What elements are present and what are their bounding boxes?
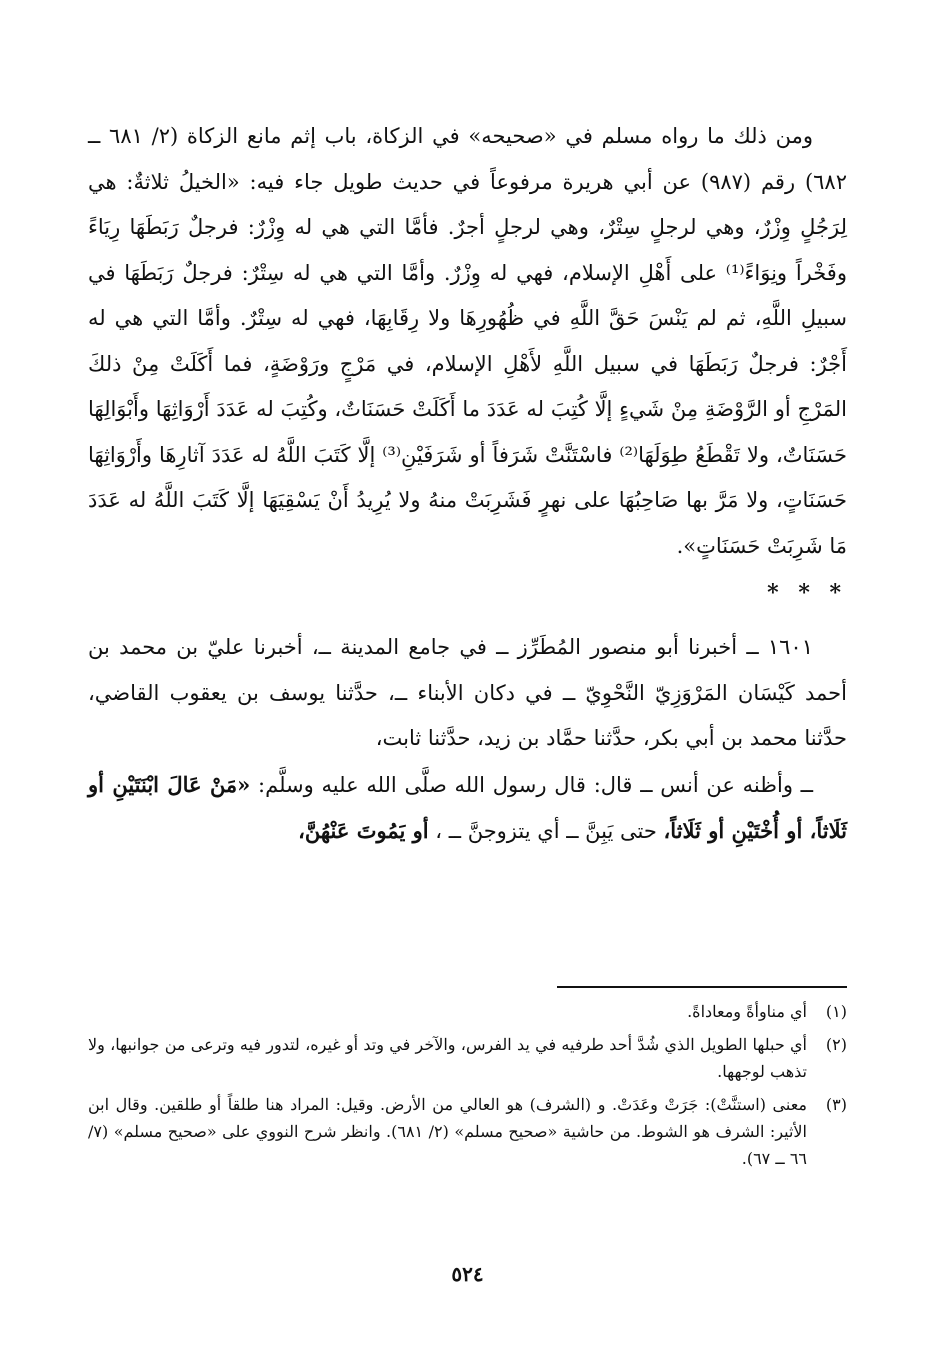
footnote-item	[88, 1091, 847, 1172]
main-text-body	[88, 114, 847, 855]
footnote-divider	[557, 986, 847, 988]
footnote-number: (١)	[825, 1002, 847, 1021]
footnote-number: (٣)	[825, 1095, 847, 1114]
matn-bold-text-2: أو يَمُوتَ عَنْهُنَّ،	[298, 818, 429, 843]
matn-lead-text: ــ وأظنه عن أنس ــ قال: قال رسول الله صلَّى الله عليه وسلَّم:	[250, 772, 813, 797]
footnote-text: أي مناوأةً ومعاداةً.	[687, 1002, 807, 1021]
hadith-paragraph: ومن ذلك ما رواه مسلم في «صحيحه» في الزكاة، باب إثم مانع الزكاة (٢/ ٦٨١ ــ ٦٨٢) رقم (٩٨٧) عن أبي هريرة مرفوعاً في حديث طويل جاء فيه: «الخيلُ ثلاثةٌ: هي لِرَجُلٍ وِزْرٌ، وهي لرجلٍ سِتْرٌ، وهي لرجلٍ أجرٌ. فأمَّا التي هي له وِزْرٌ: فرجلٌ رَبَطَهَا رِيَاءً وفَخْراً ونِوَاءً⁽¹⁾ على أَهْلِ الإسلام، فهي له وِزْرٌ. وأمَّا التي هي له سِتْرٌ: فرجلٌ رَبَطَهَا في سبيلِ اللَّهِ، ثم لم يَنْسَ حَقَّ اللَّهِ في ظُهُورِهَا ولا رِقَابِهَا، فهي له سِتْرٌ. وأمَّا التي هي له أَجْرٌ: فرجلٌ رَبَطَهَا في سبيل اللَّهِ لأَهْلِ الإسلام، في مَرْجٍ ورَوْضَةٍ، فما أَكَلَتْ مِنْ ذلكَ المَرْجِ أو الرَّوْضَةِ مِنْ شَيءٍ إلَّا كُتِبَ له عَدَدَ ما أَكَلَتْ حَسَنَاتٌ، وكُتِبَ له عَدَدَ أَرْوَاثِهَا وأَبْوَالِهَا حَسَنَاتٌ، ولا تَقْطَعُ طِوَلَهَا⁽²⁾ فاسْتَنَّتْ شَرَفاً أو شَرَفَيْنِ⁽³⁾ إلَّا كَتَبَ اللَّهُ له عَدَدَ آثارِهَا وأَرْوَاثِهَا حَسَنَاتٍ، ولا مَرَّ بها صَاحِبُهَا على نهرٍ فَشَرِبَتْ منهُ ولا يُرِيدُ أَنْ يَسْقِيَهَا إلَّا كَتَبَ اللَّهُ له عَدَدَ مَا شَرِبَتْ حَسَنَاتٍ».	[88, 124, 847, 558]
footnote-text: أي حبلها الطويل الذي شُدَّ أحد طرفيه في يد الفرس، والآخر في وتد أو غيره، لتدور فيه وترعى من جوانبها، ولا تذهب لوجهها.	[88, 1035, 807, 1081]
matn-middle-text: حتى يَبِنَّ ــ أي يتزوجنَّ ــ ،	[428, 819, 664, 843]
footnotes-section	[88, 998, 847, 1178]
footnote-text: معنى (استنَّتْ): جَرَتْ وعَدَتْ. و (الشرف) هو العالي من الأرض. وقيل: المراد هنا طلقاً أو طلقين. وقال ابن الأثير: الشرف هو الشوط. من حاشية «صحيح مسلم» (٢/ ٦٨١). وانظر شرح النووي على «صحيح مسلم» (٧/ ٦٦ ــ ٦٧).	[88, 1095, 808, 1168]
page-number: ٥٢٤	[451, 1262, 484, 1286]
isnad-paragraph: ١٦٠١ ــ أخبرنا أبو منصور المُطَرِّز ــ في جامع المدينة ــ، أخبرنا عليّ بن محمد بن أحمد كَيْسَان المَرْوَزِيّ النَّحْوِيّ ــ في دكان الأبناء ــ، حدَّثنا يوسف بن يعقوب القاضي، حدَّثنا محمد بن أبي بكر، حدَّثنا حمَّاد بن زيد، حدَّثنا ثابت،	[88, 635, 847, 750]
footnote-number: (٢)	[825, 1035, 847, 1054]
matn-bold-text-1: «مَنْ عَالَ ابْنَتَيْنِ أو ثَلَاثاً، أو أُخْتَيْنِ أو ثَلَاثاً،	[88, 771, 847, 843]
footnote-item	[88, 998, 847, 1025]
section-separator: * * *	[767, 580, 847, 606]
footnote-item	[88, 1031, 847, 1085]
matn-paragraph	[88, 762, 847, 855]
